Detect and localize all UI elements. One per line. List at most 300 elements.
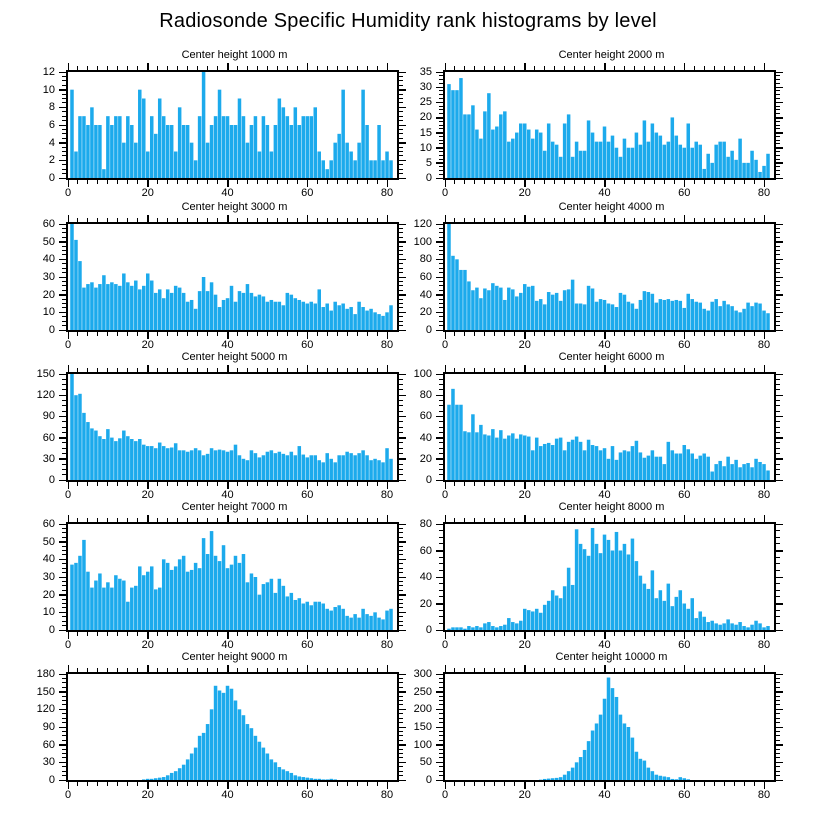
subplot-title: Center height 1000 m — [181, 49, 288, 61]
x-major-tick — [307, 632, 309, 639]
y-major-tick — [59, 125, 66, 127]
x-minor-tick — [77, 218, 78, 222]
y-minor-tick — [62, 138, 66, 139]
x-minor-tick — [614, 368, 615, 372]
y-minor-tick — [776, 232, 780, 233]
bar — [258, 457, 262, 480]
bar — [539, 299, 543, 330]
x-major-tick — [227, 365, 229, 372]
subplot-center-height-3000-m — [6, 200, 416, 356]
y-tick-label: 0 — [48, 324, 55, 336]
bar — [298, 446, 302, 480]
bar — [82, 288, 86, 330]
bar — [270, 759, 274, 780]
bar — [675, 300, 679, 330]
y-tick-label: 100 — [413, 368, 432, 380]
x-minor-tick — [337, 518, 338, 522]
bar — [730, 151, 734, 178]
x-tick-label: 20 — [141, 789, 154, 801]
bar — [174, 443, 178, 480]
x-minor-tick — [494, 218, 495, 222]
y-minor-tick — [62, 572, 66, 573]
x-minor-tick — [237, 332, 238, 336]
bar — [531, 611, 535, 630]
y-minor-tick — [62, 281, 66, 282]
bar — [290, 452, 294, 480]
bar — [194, 748, 198, 780]
x-minor-tick — [297, 180, 298, 184]
bar — [242, 715, 246, 780]
bar — [369, 309, 373, 330]
x-minor-tick — [724, 668, 725, 672]
y-minor-tick — [439, 159, 443, 160]
x-tick-label: 20 — [518, 339, 531, 351]
y-tick-label: 50 — [42, 535, 55, 548]
bar — [535, 301, 539, 330]
bar — [746, 627, 750, 630]
bar — [206, 554, 210, 630]
x-minor-tick — [297, 632, 298, 636]
x-major-tick — [524, 665, 526, 672]
bar — [122, 273, 126, 330]
x-minor-tick — [474, 332, 475, 336]
bar — [567, 114, 571, 178]
bar — [170, 447, 174, 480]
x-minor-tick — [317, 368, 318, 372]
y-minor-tick — [776, 272, 780, 273]
bar — [218, 307, 222, 330]
y-minor-tick — [439, 325, 443, 326]
x-minor-tick — [207, 518, 208, 522]
x-minor-tick — [297, 368, 298, 372]
x-tick-label: 20 — [141, 639, 154, 651]
x-minor-tick — [197, 668, 198, 672]
plot-frame — [66, 522, 399, 632]
x-minor-tick — [237, 482, 238, 486]
bar — [310, 455, 314, 480]
x-minor-tick — [287, 668, 288, 672]
x-minor-tick — [317, 668, 318, 672]
bar — [333, 302, 337, 330]
x-minor-tick — [217, 368, 218, 372]
bar — [122, 143, 126, 178]
bar — [345, 452, 349, 480]
y-major-tick — [436, 458, 443, 460]
bar — [575, 304, 579, 331]
x-minor-tick — [744, 482, 745, 486]
x-minor-tick — [337, 632, 338, 636]
bar — [635, 561, 639, 630]
bar — [655, 303, 659, 330]
y-major-tick — [776, 524, 783, 526]
bar — [499, 626, 503, 630]
bar — [294, 600, 298, 630]
y-minor-tick — [776, 400, 780, 401]
y-minor-tick — [62, 155, 66, 156]
x-minor-tick — [574, 632, 575, 636]
bar — [734, 311, 738, 330]
x-minor-tick — [454, 632, 455, 636]
bar — [282, 769, 286, 780]
bar — [337, 455, 341, 480]
y-minor-tick — [62, 432, 66, 433]
x-minor-tick — [277, 632, 278, 636]
x-minor-tick — [724, 632, 725, 636]
bar — [377, 460, 381, 480]
bar — [495, 627, 499, 630]
y-minor-tick — [776, 596, 780, 597]
x-minor-tick — [267, 482, 268, 486]
y-minor-tick — [439, 448, 443, 449]
y-minor-tick — [776, 83, 780, 84]
x-minor-tick — [624, 482, 625, 486]
x-minor-tick — [257, 632, 258, 636]
x-tick-label: 0 — [64, 489, 72, 501]
bar — [515, 623, 519, 630]
y-minor-tick — [776, 159, 780, 160]
bar — [463, 270, 467, 330]
bar — [663, 464, 667, 480]
y-minor-tick — [62, 453, 66, 454]
y-minor-tick — [439, 469, 443, 470]
bar — [463, 114, 467, 178]
x-minor-tick — [674, 218, 675, 222]
x-minor-tick — [734, 218, 735, 222]
x-minor-tick — [177, 368, 178, 372]
bar — [361, 450, 365, 480]
x-major-tick — [684, 782, 686, 789]
x-minor-tick — [297, 482, 298, 486]
y-minor-tick — [439, 596, 443, 597]
bar — [186, 302, 190, 330]
y-minor-tick — [439, 290, 443, 291]
bar — [282, 454, 286, 480]
x-minor-tick — [337, 668, 338, 672]
bar — [349, 307, 353, 330]
y-minor-tick — [776, 616, 780, 617]
y-minor-tick — [62, 421, 66, 422]
y-major-tick — [436, 294, 443, 296]
x-minor-tick — [564, 632, 565, 636]
bar — [94, 431, 98, 480]
bar — [471, 290, 475, 330]
bar — [114, 441, 118, 480]
x-minor-tick — [367, 180, 368, 184]
y-tick-label: 30 — [42, 571, 55, 583]
bar — [583, 549, 587, 630]
x-minor-tick — [574, 782, 575, 786]
x-minor-tick — [654, 668, 655, 672]
x-minor-tick — [277, 368, 278, 372]
y-minor-tick — [439, 174, 443, 175]
bar — [455, 90, 459, 178]
y-minor-tick — [776, 704, 780, 705]
x-minor-tick — [117, 66, 118, 70]
x-minor-tick — [217, 482, 218, 486]
y-minor-tick — [439, 530, 443, 531]
bar — [687, 609, 691, 630]
y-tick-label: 5 — [425, 156, 432, 169]
bar — [499, 114, 503, 178]
x-minor-tick — [744, 332, 745, 336]
y-major-tick — [776, 744, 783, 746]
bar — [471, 105, 475, 178]
bar — [206, 143, 210, 178]
x-minor-tick — [654, 218, 655, 222]
plot-frame — [443, 372, 776, 482]
bar — [361, 609, 365, 630]
x-minor-tick — [564, 368, 565, 372]
bar — [758, 623, 762, 630]
y-minor-tick — [439, 128, 443, 129]
x-minor-tick — [237, 782, 238, 786]
bar — [659, 299, 663, 330]
bar — [459, 405, 463, 480]
x-minor-tick — [714, 332, 715, 336]
y-minor-tick — [439, 610, 443, 611]
x-minor-tick — [544, 482, 545, 486]
bar — [655, 598, 659, 630]
y-major-tick — [776, 727, 783, 729]
y-minor-tick — [776, 128, 780, 129]
y-minor-tick — [776, 237, 780, 238]
x-minor-tick — [484, 180, 485, 184]
y-minor-tick — [776, 143, 780, 144]
x-minor-tick — [107, 632, 108, 636]
y-minor-tick — [439, 704, 443, 705]
y-minor-tick — [439, 83, 443, 84]
y-major-tick — [436, 162, 443, 164]
x-minor-tick — [247, 782, 248, 786]
y-minor-tick — [439, 109, 443, 110]
x-minor-tick — [514, 518, 515, 522]
bar — [86, 422, 90, 480]
bar — [254, 296, 258, 330]
bar — [234, 556, 238, 630]
y-major-tick — [59, 674, 66, 676]
y-major-tick — [776, 277, 783, 279]
y-tick-label: 60 — [42, 518, 55, 530]
x-minor-tick — [367, 482, 368, 486]
x-tick-label: 40 — [598, 639, 611, 651]
subplot-center-height-10000-m — [383, 650, 793, 806]
bar — [286, 771, 290, 780]
bar — [246, 460, 250, 480]
y-minor-tick — [439, 771, 443, 772]
y-minor-tick — [62, 735, 66, 736]
bar — [722, 466, 726, 480]
x-minor-tick — [664, 332, 665, 336]
bar — [254, 453, 258, 480]
bar — [471, 627, 475, 630]
x-minor-tick — [77, 66, 78, 70]
bar — [246, 143, 250, 178]
bar — [270, 300, 274, 330]
subplot-title: Center height 4000 m — [558, 201, 665, 213]
x-minor-tick — [664, 368, 665, 372]
bar — [710, 302, 714, 330]
x-minor-tick — [504, 66, 505, 70]
x-minor-tick — [107, 782, 108, 786]
y-minor-tick — [439, 237, 443, 238]
x-minor-tick — [347, 332, 348, 336]
x-major-tick — [604, 482, 606, 489]
bar — [766, 470, 770, 480]
x-tick-label: 60 — [301, 489, 314, 501]
y-tick-label: 100 — [413, 738, 432, 751]
bar — [126, 282, 130, 330]
x-tick-label: 40 — [221, 789, 234, 801]
bar — [329, 611, 333, 630]
x-major-tick — [764, 482, 766, 489]
x-minor-tick — [664, 668, 665, 672]
y-minor-tick — [776, 299, 780, 300]
bar — [130, 588, 134, 630]
y-minor-tick — [776, 453, 780, 454]
x-minor-tick — [97, 632, 98, 636]
y-tick-label: 150 — [36, 368, 55, 380]
bar — [587, 440, 591, 480]
y-minor-tick — [62, 133, 66, 134]
x-minor-tick — [624, 332, 625, 336]
x-minor-tick — [87, 368, 88, 372]
bar — [615, 460, 619, 480]
bar — [210, 282, 214, 330]
x-minor-tick — [494, 668, 495, 672]
bar — [491, 283, 495, 330]
y-minor-tick — [439, 384, 443, 385]
x-minor-tick — [464, 782, 465, 786]
x-minor-tick — [544, 180, 545, 184]
bar — [706, 457, 710, 480]
bar — [679, 301, 683, 330]
bar — [547, 601, 551, 630]
y-tick-label: 90 — [42, 410, 55, 423]
y-minor-tick — [62, 80, 66, 81]
bar — [531, 139, 535, 178]
bar — [631, 738, 635, 780]
bar — [651, 450, 655, 480]
plot-frame — [66, 70, 399, 180]
y-tick-label: 150 — [413, 721, 432, 733]
x-minor-tick — [377, 632, 378, 636]
plot-frame — [443, 672, 776, 782]
bar — [377, 618, 381, 630]
x-minor-tick — [267, 332, 268, 336]
y-minor-tick — [62, 129, 66, 130]
x-minor-tick — [644, 782, 645, 786]
x-minor-tick — [464, 180, 465, 184]
x-minor-tick — [504, 218, 505, 222]
x-minor-tick — [734, 66, 735, 70]
x-tick-label: 40 — [598, 789, 611, 801]
bar — [170, 125, 174, 178]
y-minor-tick — [439, 113, 443, 114]
y-minor-tick — [62, 757, 66, 758]
y-minor-tick — [439, 79, 443, 80]
x-tick-label: 0 — [441, 639, 449, 651]
x-minor-tick — [357, 368, 358, 372]
y-minor-tick — [62, 173, 66, 174]
x-major-tick — [227, 215, 229, 222]
bar — [595, 446, 599, 480]
x-major-tick — [524, 215, 526, 222]
bar — [627, 554, 631, 630]
x-tick-label: 20 — [141, 489, 154, 501]
bar — [202, 538, 206, 630]
x-minor-tick — [574, 332, 575, 336]
x-minor-tick — [754, 632, 755, 636]
y-major-tick — [776, 162, 783, 164]
bar — [222, 300, 226, 330]
bar — [126, 436, 130, 480]
bar — [86, 572, 90, 630]
x-minor-tick — [137, 180, 138, 184]
x-major-tick — [684, 63, 686, 70]
y-major-tick — [436, 374, 443, 376]
x-minor-tick — [187, 368, 188, 372]
subplot-title: Center height 9000 m — [181, 651, 288, 663]
x-minor-tick — [614, 518, 615, 522]
bar — [373, 459, 377, 480]
x-minor-tick — [584, 782, 585, 786]
bar — [475, 288, 479, 330]
y-tick-label: 0 — [425, 324, 432, 336]
x-minor-tick — [674, 518, 675, 522]
x-minor-tick — [77, 632, 78, 636]
x-minor-tick — [714, 218, 715, 222]
y-minor-tick — [776, 682, 780, 683]
x-minor-tick — [287, 180, 288, 184]
bar — [535, 130, 539, 178]
y-minor-tick — [776, 113, 780, 114]
bar — [313, 107, 317, 178]
bar — [166, 448, 170, 480]
bar — [555, 596, 559, 630]
bar — [615, 532, 619, 630]
bar — [365, 455, 369, 480]
x-major-tick — [307, 63, 309, 70]
x-minor-tick — [754, 782, 755, 786]
bar — [365, 311, 369, 330]
x-minor-tick — [464, 482, 465, 486]
x-minor-tick — [514, 66, 515, 70]
subplot-center-height-7000-m — [6, 500, 416, 656]
bar — [114, 284, 118, 330]
bar — [154, 293, 158, 330]
bar — [294, 775, 298, 780]
x-minor-tick — [724, 518, 725, 522]
x-minor-tick — [494, 482, 495, 486]
y-minor-tick — [62, 384, 66, 385]
x-minor-tick — [504, 368, 505, 372]
bar — [341, 609, 345, 630]
x-minor-tick — [357, 66, 358, 70]
y-minor-tick — [439, 321, 443, 322]
y-minor-tick — [62, 263, 66, 264]
x-minor-tick — [367, 218, 368, 222]
x-minor-tick — [237, 180, 238, 184]
bar — [647, 142, 651, 178]
x-tick-label: 0 — [64, 187, 72, 199]
y-major-tick — [59, 577, 66, 579]
x-minor-tick — [634, 518, 635, 522]
y-tick-label: 20 — [42, 288, 55, 301]
x-minor-tick — [207, 668, 208, 672]
bar — [218, 690, 222, 780]
bar — [182, 765, 186, 780]
x-minor-tick — [287, 332, 288, 336]
